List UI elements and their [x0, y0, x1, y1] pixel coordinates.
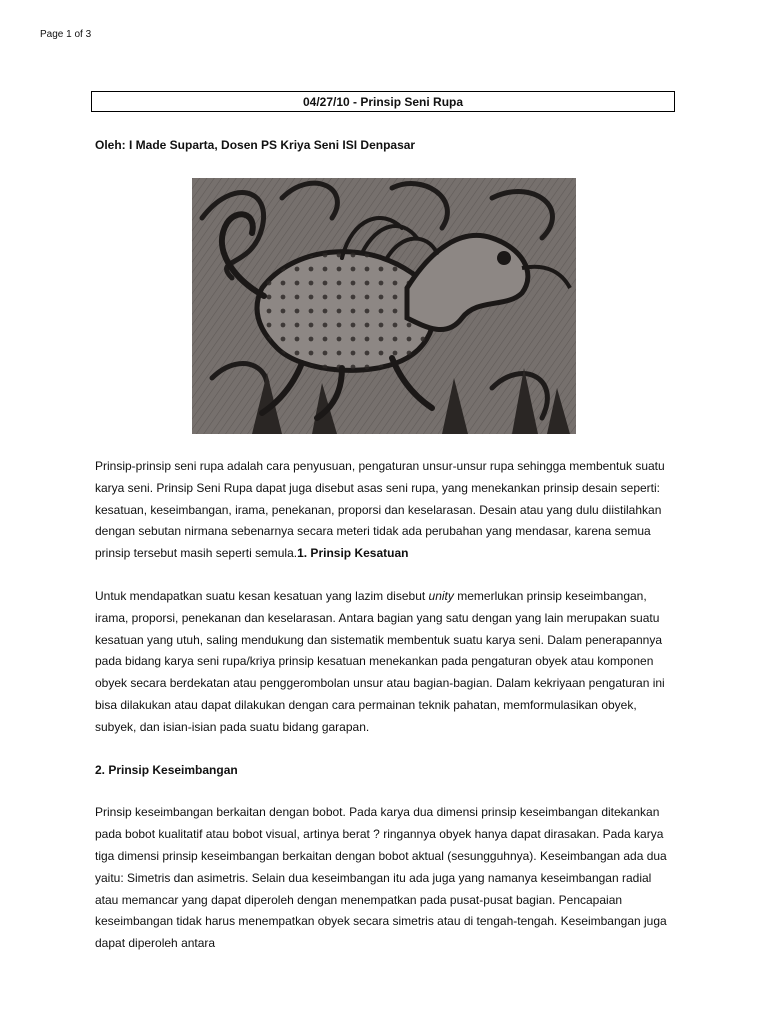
- page-number-label: Page 1 of 3: [40, 29, 92, 40]
- paragraph-kesatuan-text-start: Untuk mendapatkan suatu kesan kesatuan yang lazim disebut: [95, 588, 429, 603]
- paragraph-intro-text: Prinsip-prinsip seni rupa adalah cara penyusuan, pengaturan unsur-unsur rupa sehingga membentuk suatu karya seni. Prinsip Seni Rupa dapat juga disebut asas seni rupa, yang menekankan prinsip desain seperti: kesatuan, keseimbangan, irama, penekanan, proporsi dan keselarasan. Desain atau yang dulu diistilahkan dengan sebutan nirmana sebenarnya secara meteri tidak ada perubahan yang mendasar, karena semua prinsip tersebut masih seperti semula.: [95, 459, 665, 561]
- paragraph-kesatuan: [95, 586, 675, 739]
- unity-term: unity: [428, 588, 454, 603]
- paragraph-kesatuan-text-rest: memerlukan prinsip keseimbangan, irama, proporsi, penekanan dan keselarasan. Antara bagian yang satu dengan yang lain merupakan suatu kesatuan yang utuh, saling mendukung dan sistematik membentuk suatu karya seni. Dalam penerapannya pada bidang karya seni rupa/kriya prinsip kesatuan menekankan pada pengaturan obyek atau komponen obyek secara berdekatan atau penggerombolan unsur atau bagian-bagian. Dalam kekriyaan pengaturan ini bisa dilakukan atau dapat dilakukan dengan cara permainan teknik pahatan, memformulasikan obyek, subyek, dan isian-isian pada suatu bidang garapan.: [95, 588, 665, 734]
- document-title: [91, 91, 675, 112]
- author-line: Oleh: I Made Suparta, Dosen PS Kriya Seni ISI Denpasar: [95, 138, 416, 152]
- paragraph-keseimbangan: Prinsip keseimbangan berkaitan dengan bobot. Pada karya dua dimensi prinsip keseimbangan ditekankan pada bobot kualitatif atau bobot visual, artinya berat ? ringannya obyek hanya dapat dirasakan. Pada karya tiga dimensi prinsip keseimbangan berkaitan dengan bobot aktual (sesungguhnya). Keseimbangan ada dua yaitu: Simetris dan asimetris. Selain dua keseimbangan itu ada juga yang namanya keseimbangan radial atau memancar yang dapat diperoleh dengan menempatkan pada pusat-pusat bagian. Pencapaian keseimbangan tidak harus menempatkan obyek secara simetris atau di tengah-tengah. Keseimbangan juga dapat diperoleh antara: [95, 805, 667, 951]
- batik-animal-icon: [192, 178, 576, 434]
- heading-prinsip-keseimbangan: 2. Prinsip Keseimbangan: [95, 762, 238, 777]
- paragraph-intro: [95, 456, 675, 565]
- batik-illustration: [192, 178, 576, 434]
- heading-prinsip-kesatuan: 1. Prinsip Kesatuan: [297, 546, 409, 561]
- document-title-text: 04/27/10 - Prinsip Seni Rupa: [302, 94, 464, 109]
- article-body: [95, 456, 675, 976]
